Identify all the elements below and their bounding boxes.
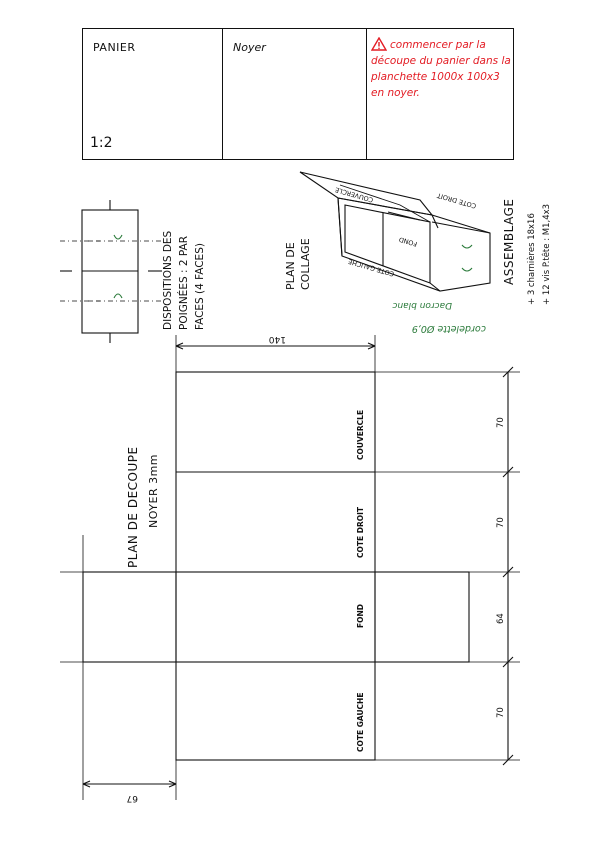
dim-fond (496, 613, 506, 624)
gluing-plan-title-text: PLAN DE COLLAGE (284, 238, 312, 290)
dim-cote-droit (496, 517, 506, 528)
assembly-title-text: ASSEMBLAGE (502, 198, 516, 285)
width-dimension-text: 140 (268, 334, 286, 344)
assembly-item-2-text: + 12 vis P.tête : M1,4x3 (542, 203, 552, 305)
panel-label-cote-droit-text: COTE DROIT (356, 506, 365, 558)
assembly-item-2 (542, 204, 552, 305)
panel-label-couvercle (356, 410, 365, 460)
cutting-plan-title-text: PLAN DE DECOUPE (126, 446, 140, 568)
panel-label-fond-text: FOND (356, 603, 365, 628)
cutting-plan-subtitle (147, 454, 160, 528)
box-label-fond-text: FOND (397, 235, 419, 248)
panel-label-couvercle-text: COUVERCLE (356, 409, 365, 460)
cord-note-text: cordelette Ø0,9 (411, 323, 486, 334)
handle-caption-text: DISPOSITIONS DES POIGNÉES : 2 PAR FACES (4 FACES) (162, 230, 206, 330)
cord-note (412, 323, 486, 334)
dim-couvercle (496, 417, 506, 428)
handle-caption (160, 200, 208, 330)
dim-cote-droit-text: 70 (496, 517, 506, 528)
cutting-plan-title (126, 446, 140, 568)
scale-label: 1:2 (90, 135, 113, 151)
box-label-cote-gauche-text: COTE GAUCHE (347, 257, 396, 278)
assembly-item-1 (527, 213, 537, 305)
box-label-couvercle-text: COUVERCLE (334, 185, 375, 204)
cutting-plan-subtitle-text: NOYER 3mm (147, 453, 160, 528)
handle-layout-diagram (60, 200, 162, 343)
panel-label-cote-gauche-text: COTE GAUCHE (356, 692, 365, 752)
dim-fond-text: 64 (496, 613, 506, 624)
cord-color-note (392, 300, 452, 310)
dim-cote-gauche (496, 707, 506, 718)
width-dimension (269, 334, 286, 344)
project-name: PANIER (93, 41, 136, 54)
panel-label-fond (356, 604, 365, 628)
gluing-3d-box (300, 172, 490, 291)
dim-couvercle-text: 70 (496, 417, 506, 428)
warning-note-text: commencer par la découpe du panier dans la planchette 1000x 100x3 en noyer. (371, 39, 511, 99)
assembly-item-1-text: + 3 charnières 18x16 (527, 213, 537, 305)
gluing-plan-title (283, 224, 313, 290)
cord-color-text: Dacron blanc (392, 300, 452, 310)
side-dimension (127, 793, 138, 803)
panel-label-cote-droit (356, 507, 365, 558)
panel-label-cote-gauche (356, 693, 365, 752)
box-label-cote-droit-text: COTE DROIT (436, 191, 478, 210)
dim-cote-gauche-text: 70 (496, 707, 506, 718)
material-label: Noyer (233, 41, 266, 54)
side-dimension-text: 67 (126, 793, 138, 803)
assembly-title (502, 199, 516, 285)
